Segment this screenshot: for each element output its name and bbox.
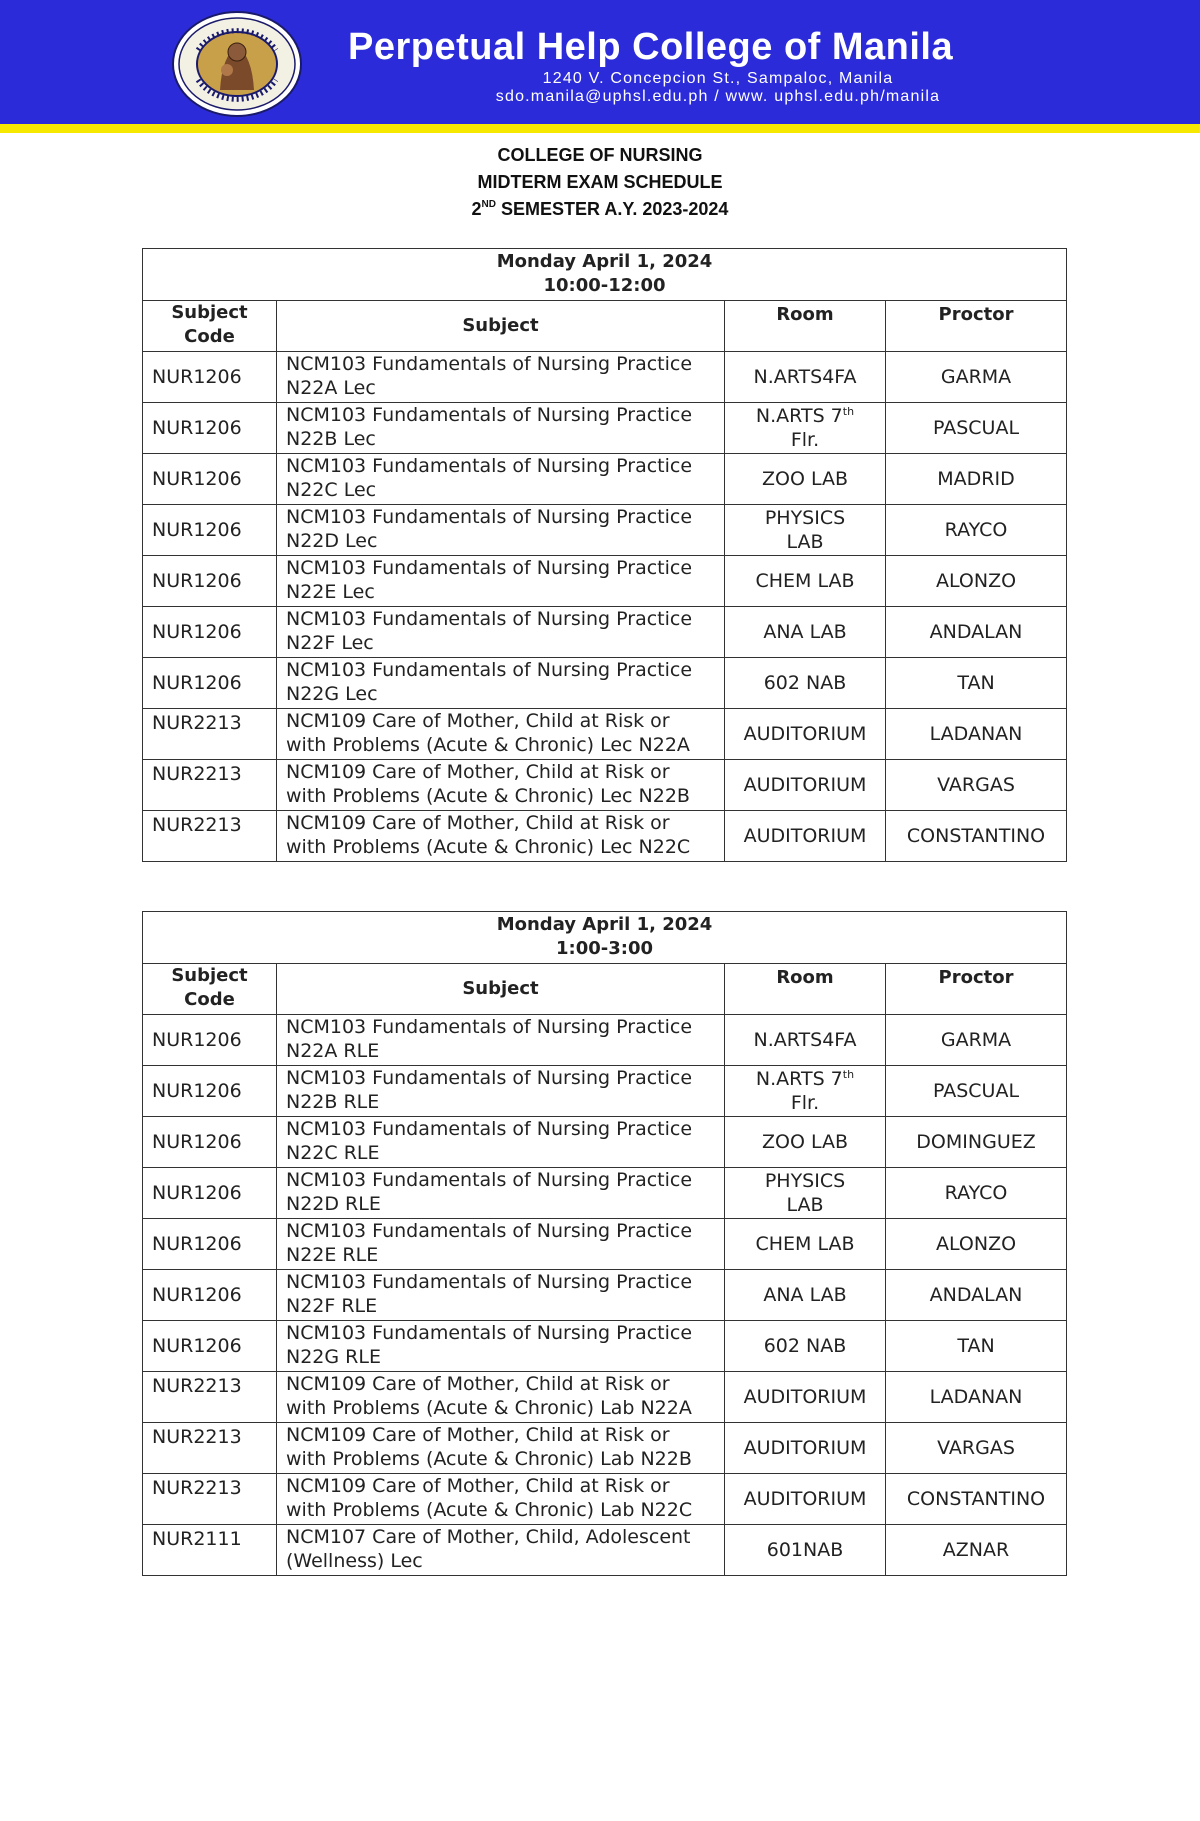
room-cell: ZOO LAB xyxy=(725,454,886,505)
subject-cell: NCM103 Fundamentals of Nursing Practice N22C RLE xyxy=(277,1117,725,1168)
proctor-cell: ALONZO xyxy=(886,1219,1067,1270)
proctor-cell: CONSTANTINO xyxy=(886,1474,1067,1525)
subject-cell: NCM103 Fundamentals of Nursing Practice N22C Lec xyxy=(277,454,725,505)
proctor-cell: MADRID xyxy=(886,454,1067,505)
proctor-cell: TAN xyxy=(886,1321,1067,1372)
table-row xyxy=(143,811,1067,862)
room-cell: ANA LAB xyxy=(725,1270,886,1321)
subject-cell: NCM109 Care of Mother, Child at Risk or with Problems (Acute & Chronic) Lec N22A xyxy=(277,709,725,760)
subject-cell: NCM103 Fundamentals of Nursing Practice N22A Lec xyxy=(277,352,725,403)
schedule-table-afternoon xyxy=(142,911,1067,1576)
table-row xyxy=(143,658,1067,709)
table-row xyxy=(143,403,1067,454)
column-header-subject: Subject xyxy=(277,964,725,1015)
subject-code-cell: NUR1206 xyxy=(143,607,277,658)
room-cell: ZOO LAB xyxy=(725,1117,886,1168)
room-cell: 602 NAB xyxy=(725,658,886,709)
room-cell: PHYSICS LAB xyxy=(725,1168,886,1219)
room-cell: 602 NAB xyxy=(725,1321,886,1372)
proctor-cell: VARGAS xyxy=(886,760,1067,811)
table-row xyxy=(143,607,1067,658)
subject-code-cell: NUR2213 xyxy=(143,709,277,760)
room-cell: AUDITORIUM xyxy=(725,1423,886,1474)
college-address: 1240 V. Concepcion St., Sampaloc, Manila xyxy=(542,70,894,87)
exam-date: Monday April 1, 2024 xyxy=(496,251,713,272)
table-row xyxy=(143,760,1067,811)
subject-cell: NCM103 Fundamentals of Nursing Practice N22G RLE xyxy=(277,1321,725,1372)
column-header-subject: Subject xyxy=(277,301,725,352)
column-header-room: Room xyxy=(725,964,886,1015)
heading-college: COLLEGE OF NURSING xyxy=(497,145,703,165)
column-header-proctor: Proctor xyxy=(886,301,1067,352)
proctor-cell: PASCUAL xyxy=(886,1066,1067,1117)
room-cell: AUDITORIUM xyxy=(725,760,886,811)
proctor-cell: TAN xyxy=(886,658,1067,709)
subject-code-cell: NUR1206 xyxy=(143,403,277,454)
subject-cell: NCM103 Fundamentals of Nursing Practice N22G Lec xyxy=(277,658,725,709)
proctor-cell: CONSTANTINO xyxy=(886,811,1067,862)
proctor-cell: DOMINGUEZ xyxy=(886,1117,1067,1168)
exam-date: Monday April 1, 2024 xyxy=(496,914,713,935)
subject-cell: NCM103 Fundamentals of Nursing Practice N22D RLE xyxy=(277,1168,725,1219)
university-seal-logo xyxy=(170,10,304,118)
table-row xyxy=(143,352,1067,403)
subject-code-cell: NUR2213 xyxy=(143,1474,277,1525)
subject-code-cell: NUR1206 xyxy=(143,454,277,505)
room-cell: 601NAB xyxy=(725,1525,886,1576)
subject-cell: NCM109 Care of Mother, Child at Risk or with Problems (Acute & Chronic) Lec N22B xyxy=(277,760,725,811)
header-stripe xyxy=(0,124,1200,133)
heading-semester: 2ND SEMESTER A.Y. 2023-2024 xyxy=(471,199,729,219)
subject-cell: NCM109 Care of Mother, Child at Risk or with Problems (Acute & Chronic) Lab N22B xyxy=(277,1423,725,1474)
heading-exam: MIDTERM EXAM SCHEDULE xyxy=(477,172,723,192)
subject-cell: NCM103 Fundamentals of Nursing Practice N22D Lec xyxy=(277,505,725,556)
room-cell: AUDITORIUM xyxy=(725,811,886,862)
room-cell: N.ARTS4FA xyxy=(725,352,886,403)
proctor-cell: RAYCO xyxy=(886,505,1067,556)
room-cell: AUDITORIUM xyxy=(725,709,886,760)
subject-cell: NCM109 Care of Mother, Child at Risk or with Problems (Acute & Chronic) Lab N22A xyxy=(277,1372,725,1423)
subject-code-cell: NUR1206 xyxy=(143,1015,277,1066)
room-cell: AUDITORIUM xyxy=(725,1372,886,1423)
subject-code-cell: NUR1206 xyxy=(143,1219,277,1270)
exam-time: 10:00-12:00 xyxy=(543,275,666,296)
room-cell: PHYSICS LAB xyxy=(725,505,886,556)
table-row xyxy=(143,1270,1067,1321)
room-cell: N.ARTS 7th Flr. xyxy=(725,403,886,454)
table-row xyxy=(143,1474,1067,1525)
subject-cell: NCM103 Fundamentals of Nursing Practice N22E RLE xyxy=(277,1219,725,1270)
room-cell: CHEM LAB xyxy=(725,556,886,607)
table-row xyxy=(143,1117,1067,1168)
college-name: Perpetual Help College of Manila xyxy=(348,26,954,68)
subject-code-cell: NUR1206 xyxy=(143,1066,277,1117)
column-header-subject-code: Subject Code xyxy=(143,301,277,352)
subject-code-cell: NUR1206 xyxy=(143,556,277,607)
schedule-table-morning xyxy=(142,248,1067,862)
proctor-cell: LADANAN xyxy=(886,709,1067,760)
subject-cell: NCM109 Care of Mother, Child at Risk or with Problems (Acute & Chronic) Lab N22C xyxy=(277,1474,725,1525)
table-row xyxy=(143,1423,1067,1474)
subject-cell: NCM103 Fundamentals of Nursing Practice N22E Lec xyxy=(277,556,725,607)
subject-code-cell: NUR2213 xyxy=(143,1423,277,1474)
proctor-cell: GARMA xyxy=(886,1015,1067,1066)
subject-code-cell: NUR2213 xyxy=(143,811,277,862)
proctor-cell: AZNAR xyxy=(886,1525,1067,1576)
table-row xyxy=(143,1015,1067,1066)
table-row xyxy=(143,1219,1067,1270)
proctor-cell: ANDALAN xyxy=(886,1270,1067,1321)
proctor-cell: VARGAS xyxy=(886,1423,1067,1474)
table-row xyxy=(143,556,1067,607)
subject-cell: NCM103 Fundamentals of Nursing Practice N22B RLE xyxy=(277,1066,725,1117)
proctor-cell: ANDALAN xyxy=(886,607,1067,658)
table-date-time xyxy=(143,249,1067,301)
subject-code-cell: NUR2213 xyxy=(143,760,277,811)
subject-cell: NCM103 Fundamentals of Nursing Practice N22A RLE xyxy=(277,1015,725,1066)
subject-cell: NCM103 Fundamentals of Nursing Practice N22B Lec xyxy=(277,403,725,454)
subject-cell: NCM109 Care of Mother, Child at Risk or with Problems (Acute & Chronic) Lec N22C xyxy=(277,811,725,862)
subject-code-cell: NUR1206 xyxy=(143,505,277,556)
room-cell: N.ARTS 7th Flr. xyxy=(725,1066,886,1117)
subject-code-cell: NUR2213 xyxy=(143,1372,277,1423)
room-cell: N.ARTS4FA xyxy=(725,1015,886,1066)
subject-cell: NCM103 Fundamentals of Nursing Practice N22F Lec xyxy=(277,607,725,658)
table-row xyxy=(143,1168,1067,1219)
subject-code-cell: NUR1206 xyxy=(143,1117,277,1168)
column-header-proctor: Proctor xyxy=(886,964,1067,1015)
subject-code-cell: NUR1206 xyxy=(143,1321,277,1372)
proctor-cell: PASCUAL xyxy=(886,403,1067,454)
subject-cell: NCM107 Care of Mother, Child, Adolescent (Wellness) Lec xyxy=(277,1525,725,1576)
table-row xyxy=(143,1066,1067,1117)
subject-code-cell: NUR1206 xyxy=(143,1168,277,1219)
room-cell: AUDITORIUM xyxy=(725,1474,886,1525)
table-row xyxy=(143,1372,1067,1423)
college-contact: sdo.manila@uphsl.edu.ph / www. uphsl.edu.ph/manila xyxy=(495,88,941,105)
subject-code-cell: NUR1206 xyxy=(143,352,277,403)
subject-code-cell: NUR1206 xyxy=(143,658,277,709)
table-row xyxy=(143,1525,1067,1576)
exam-time: 1:00-3:00 xyxy=(556,938,654,959)
column-header-room: Room xyxy=(725,301,886,352)
room-cell: ANA LAB xyxy=(725,607,886,658)
proctor-cell: ALONZO xyxy=(886,556,1067,607)
table-row xyxy=(143,505,1067,556)
subject-cell: NCM103 Fundamentals of Nursing Practice N22F RLE xyxy=(277,1270,725,1321)
subject-code-cell: NUR1206 xyxy=(143,1270,277,1321)
subject-code-cell: NUR2111 xyxy=(143,1525,277,1576)
header-banner xyxy=(0,0,1200,124)
proctor-cell: GARMA xyxy=(886,352,1067,403)
table-date-time xyxy=(143,912,1067,964)
table-row xyxy=(143,1321,1067,1372)
column-header-subject-code: Subject Code xyxy=(143,964,277,1015)
proctor-cell: LADANAN xyxy=(886,1372,1067,1423)
table-row xyxy=(143,454,1067,505)
document-heading xyxy=(0,142,1200,223)
table-row xyxy=(143,709,1067,760)
proctor-cell: RAYCO xyxy=(886,1168,1067,1219)
room-cell: CHEM LAB xyxy=(725,1219,886,1270)
